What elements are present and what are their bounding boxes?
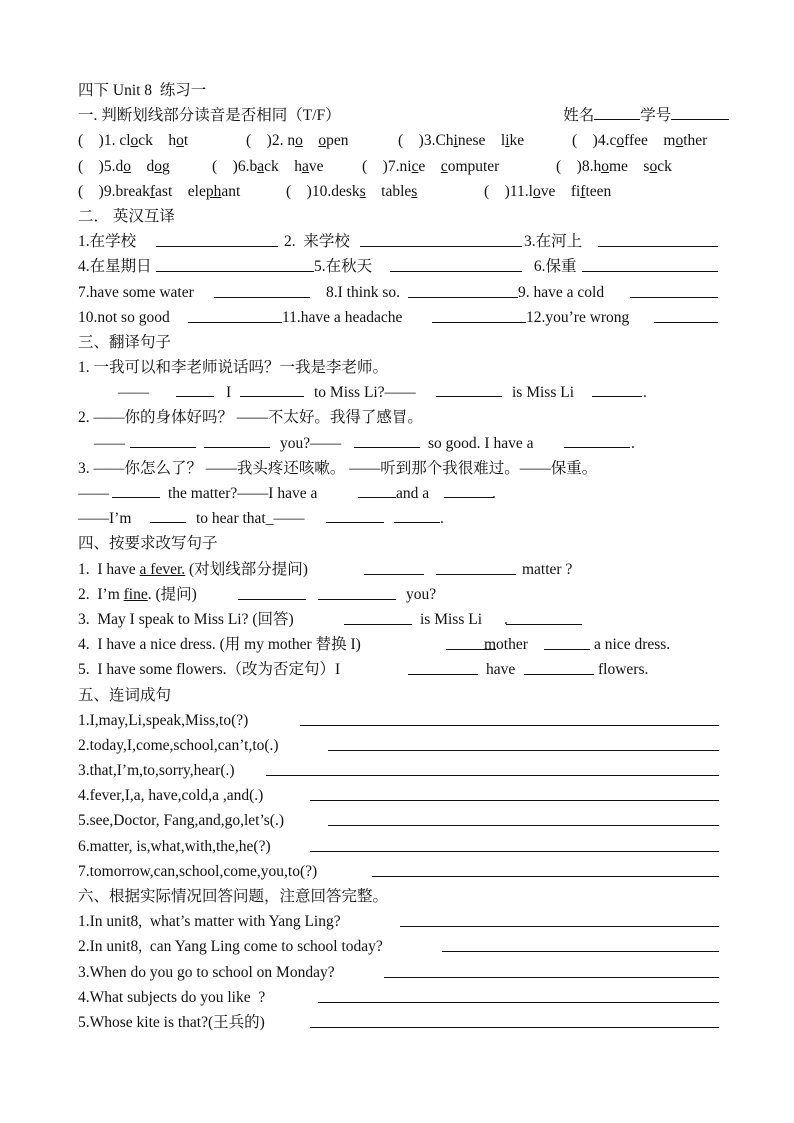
answer-line[interactable] [328,750,719,751]
answer-blank[interactable] [506,624,582,625]
answer-bracket[interactable]: ( )6. [212,157,250,175]
underlined-letters: a [301,157,309,175]
answer-bracket[interactable]: ( )7. [362,157,400,175]
q1-chinese: 1. 一我可以和李老师说话吗？一我是李老师。 [78,359,389,377]
question-item: 5.Whose kite is that?(王兵的) [78,1010,719,1035]
answer-bracket[interactable]: ( )11. [484,182,529,200]
phonics-word: hot [168,132,189,150]
phonics-item [362,154,499,179]
translation-prompt: 6.保重 [530,258,577,276]
phonics-item [246,128,348,153]
translation-row [78,280,719,305]
translation-prompt: 9. have a cold [518,283,608,301]
q3-blank-2[interactable] [358,481,396,498]
q1-blank-2[interactable] [240,380,304,397]
translation-prompt: 2. 来学校 [284,233,354,251]
rewrite-item: 3. May I speak to Miss Li? (回答) is Miss Li . [78,607,719,632]
word-order-item: 5.see,Doctor, Fang,and,go,let’s(.) [78,808,719,833]
translation-prompt: 1.在学校 [78,233,141,251]
answer-blank[interactable] [364,574,424,575]
answer-blank[interactable] [188,322,282,323]
translation-row [78,229,719,254]
translation-prompt: 7.have some water [78,283,194,301]
phonics-word: nice [399,157,426,175]
phonics-word: back [249,157,279,175]
answer-bracket[interactable]: ( )9. [78,182,116,200]
question-item: 2.In unit8, can Yang Ling come to school today? [78,934,719,959]
answer-blank[interactable] [408,297,518,298]
word-order-item: 2.today,I,come,school,can’t,to(.) [78,733,719,758]
phonics-item [484,179,611,204]
underlined-letters: o [532,182,541,200]
underlined-letters: ph [205,182,222,200]
section5-heading: 五、连词成句 [78,686,172,704]
phonics-word: dog [146,157,170,175]
q2-blank-3[interactable] [354,431,420,448]
section6-heading: 六、根据实际情况回答问题，注意回答完整。 [78,888,389,905]
section2-heading: 二． 英汉互译 [78,207,175,225]
translation-row [78,254,719,279]
word-order-item: 6.matter, is,what,with,the,he(?) [78,834,719,859]
q3-blank-3[interactable] [444,481,494,498]
phonics-word: have [294,157,324,175]
q3-blank-5[interactable] [326,506,384,523]
q1-blank-4[interactable] [592,380,642,397]
section1-heading: 一. 判断划线部分读音是否相同（T/F） [78,107,341,125]
rewrite-item: 5. I have some flowers.（改为否定句）I have flowers. [78,661,649,679]
answer-blank[interactable] [544,649,590,650]
phonics-word: elephant [187,182,241,200]
answer-bracket[interactable]: ( )5. [78,157,116,175]
phonics-word: clock [119,132,153,150]
answer-blank[interactable] [360,246,522,247]
underlined-letters: o [649,157,658,175]
underlined-phrase: a fever. [139,560,186,578]
question-item: 4.What subjects do you like ? [78,985,719,1010]
translation-prompt: 3.在河上 [524,233,587,251]
q3-blank-1[interactable] [112,481,160,498]
answer-blank[interactable] [598,246,718,247]
answer-bracket[interactable]: ( )10. [286,182,332,200]
answer-blank[interactable] [156,271,314,272]
q3-chinese: 3. ——你怎么了？ ——我头疼还咳嗽。 ——听到那个我很难过。——保重。 [78,459,598,477]
answer-blank[interactable] [436,574,516,575]
q1-blank-3[interactable] [436,380,502,397]
answer-bracket[interactable]: ( )3. [398,132,436,150]
answer-line[interactable] [310,851,719,852]
underlined-letters: i [453,132,458,150]
answer-line[interactable] [442,951,719,952]
underlined-phrase: fine [123,585,148,603]
q2-blank-4[interactable] [564,431,630,448]
translation-rows [78,229,719,330]
phonics-item [212,154,324,179]
answer-blank[interactable] [318,599,396,600]
underlined-letters: c [411,157,419,175]
answer-bracket[interactable]: ( )4. [572,132,610,150]
underlined-letters: o [295,132,303,150]
underlined-letters: o [601,157,609,175]
translation-prompt: 11.have a headache [282,308,407,326]
q2-blank-2[interactable] [204,431,270,448]
answer-line[interactable] [266,775,719,776]
underlined-letters: o [318,132,327,150]
phonics-word: sock [643,157,672,175]
answer-blank[interactable] [344,624,412,625]
phonics-item [78,154,170,179]
phonics-word: home [593,157,628,175]
phonics-word: breakfast [115,182,173,200]
phonics-item [78,128,188,153]
underlined-letters: f [580,182,586,200]
answer-blank[interactable] [214,297,310,298]
phonics-word: like [500,132,525,150]
question-item: 3.When do you go to school on Monday? [78,960,719,985]
phonics-word: mother [663,132,708,150]
word-order-rows [78,708,719,884]
answer-blank[interactable] [432,322,526,323]
answer-blank[interactable] [582,271,718,272]
phonics-word: tables [381,182,418,200]
q3-blank-6[interactable] [394,506,440,523]
underlined-letters: o [130,132,139,150]
phonics-word: Chinese [435,132,486,150]
rewrite-item: 1. I have a fever. (对划线部分提问) matter ? [78,560,573,578]
underlined-letters: o [616,132,625,150]
answer-blank[interactable] [630,297,718,298]
translation-row [78,305,719,330]
phonics-item [286,179,417,204]
phonics-item [78,179,240,204]
phonics-row [78,128,719,153]
phonics-word: fifteen [570,182,612,200]
q2-blank-1[interactable] [130,431,196,448]
translation-prompt: 12.you’re wrong [526,308,630,326]
translation-prompt: 8.I think so. [326,283,401,301]
name-field: 姓名 学号 [540,78,729,154]
worksheet [78,78,719,1035]
word-order-item: 4.fever,I,a, have,cold,a ,and(.) [78,783,719,808]
phonics-word: coffee [609,132,648,150]
underlined-letters: s [411,182,418,200]
translation-prompt: 4.在星期日 [78,258,152,276]
underlined-letters: f [149,182,156,200]
underlined-letters: s [359,182,366,200]
phonics-word: desks [331,182,366,200]
q3-blank-4[interactable] [150,506,186,523]
phonics-item [572,128,707,153]
q3-english-1: —— the matter?——I have a and a . [78,481,719,506]
answer-bracket[interactable]: ( )8. [556,157,594,175]
q1-english: —— I to Miss Li?—— is Miss Li . [78,380,719,405]
rewrite-rows [78,557,719,683]
underlined-letters: o [154,157,162,175]
translation-prompt: 5.在秋天 [314,258,377,276]
phonics-item [398,128,524,153]
question-item: 1.In unit8, what’s matter with Yang Ling? [78,909,719,934]
answer-blank[interactable] [238,599,306,600]
answer-bracket[interactable]: ( )1. [78,132,120,150]
word-order-item: 1.I,may,Li,speak,Miss,to(?) [78,708,719,733]
section4-heading: 四、按要求改写句子 [78,535,218,553]
phonics-word: do [115,157,131,175]
phonics-word: love [528,182,556,200]
q2-chinese: 2. ——你的身体好吗？ ——不太好。我得了感冒。 [78,409,423,427]
phonics-word: no [287,132,303,150]
answer-line[interactable] [300,725,719,726]
answer-blank[interactable] [524,674,594,675]
phonics-row [78,179,719,204]
underlined-letters: c [440,157,448,175]
phonics-row [78,154,719,179]
underlined-letters: o [675,132,684,150]
translation-prompt: 10.not so good [78,308,170,326]
phonics-word: computer [440,157,500,175]
word-order-item: 3.that,I’m,to,sorry,hear(.) [78,758,719,783]
q1-blank-1[interactable] [176,380,214,397]
section3-heading: 三、翻译句子 [78,333,172,351]
rewrite-item: 4. I have a nice dress. (用 my mother 替换 I) mother a nice dress. [78,636,671,654]
word-order-item: 7.tomorrow,can,school,come,you,to(?) [78,859,719,884]
answer-line[interactable] [310,1027,719,1028]
q3-english-2: ——I’m to hear that_—— . [78,506,719,531]
q2-english: —— you?—— so good. I have a . [78,431,719,456]
answer-line[interactable] [328,825,719,826]
answer-rows [78,909,719,1035]
worksheet-title: 四下 Unit 8 练习一 [78,82,207,99]
answer-line[interactable] [400,926,719,927]
phonics-rows [78,128,719,204]
answer-blank[interactable] [654,322,718,323]
answer-line[interactable] [372,876,719,877]
answer-line[interactable] [310,800,719,801]
answer-line[interactable] [384,977,719,978]
phonics-item [556,154,672,179]
rewrite-item: 2. I’m fine. (提问) you? [78,585,437,603]
answer-line[interactable] [318,1002,719,1003]
answer-bracket[interactable]: ( )2. [246,132,288,150]
underlined-letters: a [257,157,265,175]
answer-blank[interactable] [156,246,278,247]
answer-blank[interactable] [408,674,478,675]
phonics-word: open [318,132,349,150]
underlined-letters: i [505,132,510,150]
underlined-letters: o [176,132,184,150]
answer-blank[interactable] [390,271,522,272]
underlined-letters: o [123,157,131,175]
